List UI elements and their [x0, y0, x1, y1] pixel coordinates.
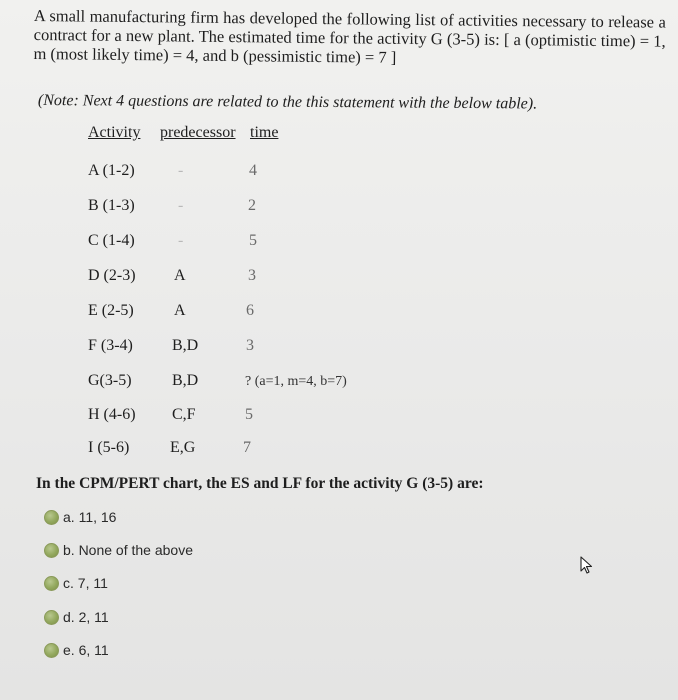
table-cell-time: ? (a=1, m=4, b=7) [245, 374, 347, 389]
table-cell-predecessor: A [174, 267, 186, 284]
table-cell-time: 7 [243, 439, 251, 456]
table-cell-time: 6 [246, 302, 254, 319]
table-cell-activity: H (4-6) [88, 406, 136, 423]
table-cell-predecessor: E,G [170, 439, 196, 456]
table-cell-activity: I (5-6) [88, 439, 130, 456]
table-cell-activity: F (3-4) [88, 337, 133, 354]
table-cell-predecessor: C,F [172, 406, 196, 423]
answer-option-label: c. 7, 11 [63, 575, 108, 591]
table-cell-predecessor: B,D [172, 337, 199, 354]
table-cell-time: 5 [249, 232, 257, 249]
answer-option-label: b. None of the above [63, 542, 193, 558]
table-cell-predecessor: - [178, 232, 184, 249]
radio-button-icon[interactable] [44, 543, 59, 558]
radio-button-icon[interactable] [44, 576, 59, 591]
answer-option-d[interactable] [44, 607, 109, 627]
radio-button-icon[interactable] [44, 643, 59, 658]
table-cell-activity: E (2-5) [88, 302, 134, 319]
radio-button-icon[interactable] [44, 510, 59, 525]
answer-option-a[interactable] [44, 507, 116, 527]
answer-option-b[interactable] [44, 540, 193, 560]
table-cell-activity: G(3-5) [88, 372, 132, 389]
table-cell-activity: D (2-3) [88, 267, 136, 284]
table-cell-time: 5 [245, 406, 253, 423]
table-cell-time: 4 [249, 162, 257, 179]
problem-statement: A small manufacturing firm has developed the following list of activities necessary to release a contract for a new plant. The estimated time for the activity G (3-5) is: [ a (optimistic time) = 1, m (most likely time) = 4, and b (pessimistic time) = 7 ] [33, 6, 666, 67]
table-cell-predecessor: - [178, 197, 184, 214]
table-cell-time: 3 [246, 337, 254, 354]
table-cell-activity: B (1-3) [88, 197, 135, 214]
table-cell-activity: C (1-4) [88, 232, 135, 249]
table-cell-predecessor: - [178, 162, 184, 179]
table-cell-time: 3 [248, 267, 256, 284]
table-cell-activity: A (1-2) [88, 162, 135, 179]
table-cell-predecessor: A [174, 302, 186, 319]
table-cell-time: 2 [248, 197, 256, 214]
question-text: In the CPM/PERT chart, the ES and LF for the activity G (3-5) are: [36, 475, 484, 492]
answer-option-label: e. 6, 11 [63, 642, 109, 658]
answer-option-e[interactable] [44, 640, 109, 660]
answer-option-label: d. 2, 11 [63, 609, 109, 625]
table-cell-predecessor: B,D [172, 372, 199, 389]
problem-note: (Note: Next 4 questions are related to the this statement with the below table). [37, 92, 538, 113]
radio-button-icon[interactable] [44, 610, 59, 625]
table-header-predecessor: predecessor [160, 124, 236, 141]
answer-option-label: a. 11, 16 [63, 509, 117, 525]
table-header-time: time [250, 124, 279, 141]
answer-option-c[interactable] [44, 573, 108, 593]
table-header-activity: Activity [88, 124, 141, 141]
mouse-pointer-icon [580, 556, 594, 574]
